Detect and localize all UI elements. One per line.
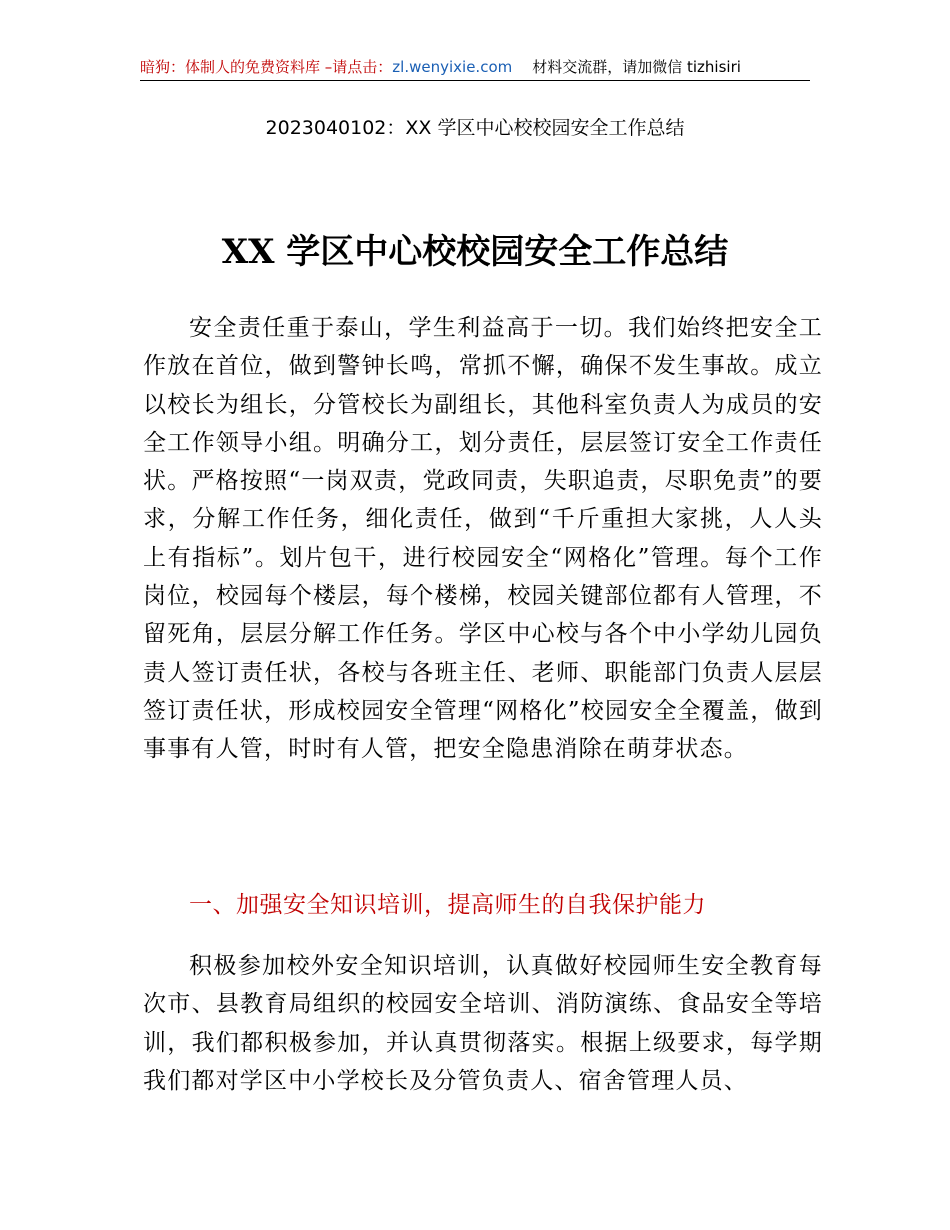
section-1-paragraph: 积极参加校外安全知识培训，认真做好校园师生安全教育每次市、县教育局组织的校园安全培训、消防演练、食品安全等培训，我们都积极参加，并认真贯彻落实。根据上级要求，每学期我们都对学区中小学校长及分管负责人、宿舍管理人员、: [143, 953, 823, 1094]
section-heading-1: 一、加强安全知识培训，提高师生的自我保护能力: [189, 892, 706, 918]
site-link[interactable]: zl.wenyixie.com: [392, 58, 513, 76]
header-contact: 材料交流群，请加微信 tizhisiri: [532, 58, 741, 76]
page-title: XX 学区中心校校园安全工作总结: [221, 232, 729, 272]
site-brand: 暗狗：体制人的免费资料库: [140, 58, 321, 76]
document-id-line: 2023040102：XX 学区中心校校园安全工作总结: [265, 117, 685, 139]
intro-paragraph: 安全责任重于泰山，学生利益高于一切。我们始终把安全工作放在首位，做到警钟长鸣，常抓不懈，确保不发生事故。成立以校长为组长，分管校长为副组长，其他科室负责人为成员的安全工作领导小组。明确分工，划分责任，层层签订安全工作责任状。严格按照“一岗双责，党政同责，失职追责，尽职免责”的要求，分解工作任务，细化责任，做到“千斤重担大家挑，人人头上有指标”。划片包干，进行校园安全“网格化”管理。每个工作岗位，校园每个楼层，每个楼梯，校园关键部位都有人管理，不留死角，层层分解工作任务。学区中心校与各个中小学幼儿园负责人签订责任状，各校与各班主任、老师、职能部门负责人层层签订责任状，形成校园安全管理“网格化”校园安全全覆盖，做到事事有人管，时时有人管，把安全隐患消除在萌芽状态。: [143, 315, 823, 763]
header-prompt: –请点击：: [320, 58, 393, 76]
page-header: [140, 56, 810, 81]
